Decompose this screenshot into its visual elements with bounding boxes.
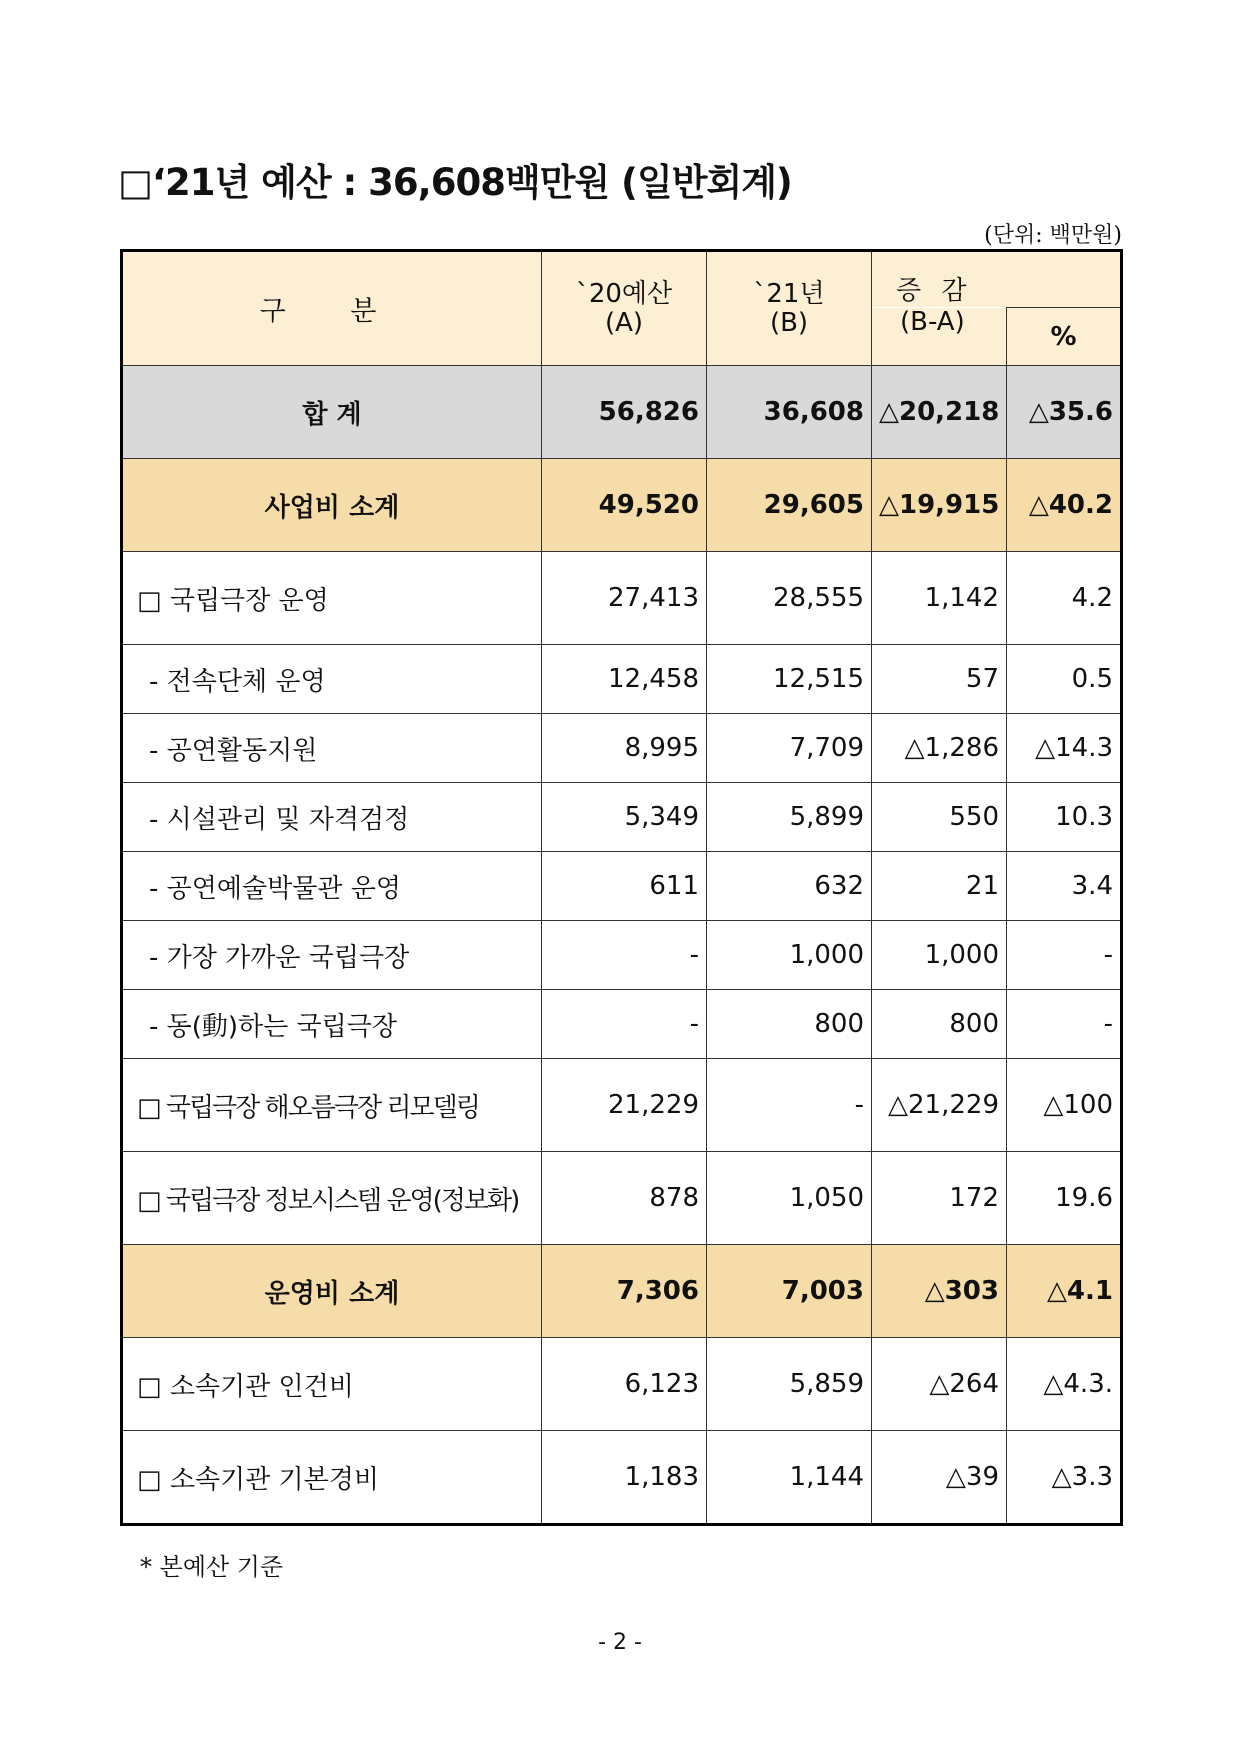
cell-percent: 19.6 (1007, 1152, 1122, 1245)
row-label: □ 소속기관 인건비 (122, 1338, 542, 1431)
cell-percent: 4.2 (1007, 552, 1122, 645)
cell-2020: 7,306 (542, 1245, 707, 1338)
cell-percent: - (1007, 990, 1122, 1059)
cell-change: △20,218 (872, 366, 1007, 459)
table-row (122, 1338, 1122, 1431)
table-row (122, 714, 1122, 783)
cell-2021: 5,899 (707, 783, 872, 852)
cell-change: △1,286 (872, 714, 1007, 783)
row-label: □ 국립극장 해오름극장 리모델링 (122, 1059, 542, 1152)
cell-2021: - (707, 1059, 872, 1152)
cell-percent: 3.4 (1007, 852, 1122, 921)
cell-change: △303 (872, 1245, 1007, 1338)
row-label: - 동(動)하는 국립극장 (122, 990, 542, 1059)
cell-2020: 1,183 (542, 1431, 707, 1525)
cell-2021: 1,050 (707, 1152, 872, 1245)
table-row (122, 1431, 1122, 1525)
header-change-line1: 증 감 (896, 276, 973, 306)
cell-2021: 7,003 (707, 1245, 872, 1338)
cell-2021: 36,608 (707, 366, 872, 459)
row-label: - 공연예술박물관 운영 (122, 852, 542, 921)
cell-change: 57 (872, 645, 1007, 714)
cell-change: 21 (872, 852, 1007, 921)
row-label: - 전속단체 운영 (122, 645, 542, 714)
header-percent: % (1007, 308, 1122, 366)
table-row (122, 1059, 1122, 1152)
table-row-total (122, 366, 1122, 459)
row-label: 사업비 소계 (122, 459, 542, 552)
table-row (122, 921, 1122, 990)
table-row (122, 852, 1122, 921)
cell-percent: △100 (1007, 1059, 1122, 1152)
cell-2020: - (542, 990, 707, 1059)
cell-2021: 632 (707, 852, 872, 921)
cell-percent: 10.3 (1007, 783, 1122, 852)
cell-change: 1,000 (872, 921, 1007, 990)
cell-2021: 12,515 (707, 645, 872, 714)
cell-2020: 49,520 (542, 459, 707, 552)
cell-2020: 6,123 (542, 1338, 707, 1431)
cell-2020: 611 (542, 852, 707, 921)
row-label: - 가장 가까운 국립극장 (122, 921, 542, 990)
header-2021-budget (707, 251, 872, 366)
row-label: 운영비 소계 (122, 1245, 542, 1338)
table-row (122, 645, 1122, 714)
cell-change: △21,229 (872, 1059, 1007, 1152)
table-row (122, 552, 1122, 645)
footnote: * 본예산 기준 (140, 1553, 284, 1581)
cell-2020: 5,349 (542, 783, 707, 852)
row-label: □ 국립극장 정보시스템 운영(정보화) (122, 1152, 542, 1245)
cell-2020: 21,229 (542, 1059, 707, 1152)
cell-2020: 8,995 (542, 714, 707, 783)
page-number: - 2 - (598, 1630, 642, 1655)
cell-2021: 7,709 (707, 714, 872, 783)
cell-percent: 0.5 (1007, 645, 1122, 714)
cell-change: 1,142 (872, 552, 1007, 645)
header-category: 구 분 (122, 251, 542, 366)
header-2020-budget-line2: (A) (604, 307, 644, 338)
cell-change: 800 (872, 990, 1007, 1059)
row-label: □ 소속기관 기본경비 (122, 1431, 542, 1525)
header-2020-budget-line1: `20예산 (575, 278, 673, 309)
row-label: □ 국립극장 운영 (122, 552, 542, 645)
table-row (122, 1152, 1122, 1245)
cell-2021: 1,000 (707, 921, 872, 990)
table-row (122, 783, 1122, 852)
header-2020-budget (542, 251, 707, 366)
cell-2021: 1,144 (707, 1431, 872, 1525)
header-change-amount (872, 308, 1007, 366)
table-row (122, 990, 1122, 1059)
table-row-subtotal (122, 1245, 1122, 1338)
table-row-subtotal (122, 459, 1122, 552)
cell-percent: - (1007, 921, 1122, 990)
cell-2021: 5,859 (707, 1338, 872, 1431)
row-label: - 공연활동지원 (122, 714, 542, 783)
cell-change: △264 (872, 1338, 1007, 1431)
cell-2021: 29,605 (707, 459, 872, 552)
cell-percent: △3.3 (1007, 1431, 1122, 1525)
row-label: - 시설관리 및 자격검정 (122, 783, 542, 852)
cell-percent: △35.6 (1007, 366, 1122, 459)
unit-label: (단위: 백만원) (984, 223, 1122, 248)
row-label: 합 계 (122, 366, 542, 459)
cell-percent: △40.2 (1007, 459, 1122, 552)
cell-2021: 800 (707, 990, 872, 1059)
cell-change: △19,915 (872, 459, 1007, 552)
header-2021-budget-line1: `21년 (753, 278, 825, 309)
cell-2020: 878 (542, 1152, 707, 1245)
cell-percent: △14.3 (1007, 714, 1122, 783)
cell-change: △39 (872, 1431, 1007, 1525)
page-title: □‘21년 예산 : 36,608백만원 (일반회계) (118, 161, 792, 204)
cell-change: 550 (872, 783, 1007, 852)
cell-2020: 12,458 (542, 645, 707, 714)
budget-table (120, 249, 1123, 1526)
header-change (872, 251, 1122, 308)
header-2021-budget-line2: (B) (769, 307, 809, 338)
cell-2021: 28,555 (707, 552, 872, 645)
cell-2020: 56,826 (542, 366, 707, 459)
cell-percent: △4.1 (1007, 1245, 1122, 1338)
header-change-line2: (B-A) (900, 307, 965, 337)
cell-2020: 27,413 (542, 552, 707, 645)
cell-percent: △4.3. (1007, 1338, 1122, 1431)
cell-2020: - (542, 921, 707, 990)
cell-change: 172 (872, 1152, 1007, 1245)
